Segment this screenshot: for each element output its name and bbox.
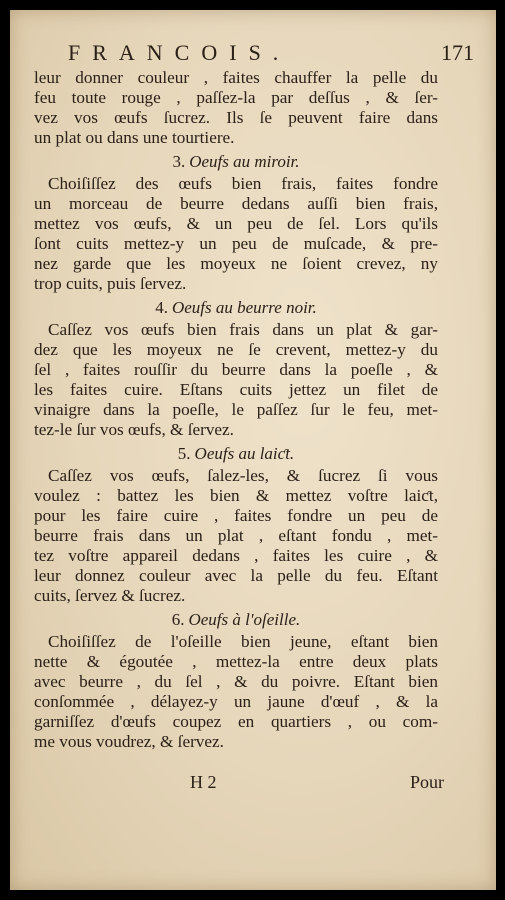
recipe-number: 6. (171, 610, 185, 629)
text-line: me vous voudrez, & ſervez. (34, 732, 224, 751)
text-line: conſommée , délayez-y un jaune d'œuf , & la (34, 692, 438, 711)
text-line: tez-le ſur vos œufs, & ſervez. (34, 420, 234, 439)
text-line: Caſſez vos œufs bien frais dans un plat & gar- (48, 320, 438, 339)
text-line: cuits, ſervez & ſucrez. (34, 586, 186, 605)
text-line: dez que les moyeux ne ſe crevent, mettez-y du (34, 340, 438, 359)
catchword: Pour (409, 772, 444, 792)
page-footer (34, 772, 444, 798)
recipe-title: Oeufs à l'oſeille. (188, 610, 301, 629)
text-line: un plat ou dans une tourtiere. (34, 128, 235, 147)
text-line: tez voſtre appareil dedans , faites les cuire , & (34, 546, 438, 565)
recipe-title: Oeufs au laiƈt. (194, 444, 295, 463)
recipe-title: Oeufs au beurre noir. (171, 298, 317, 317)
body-text (34, 68, 438, 752)
book-page (10, 10, 496, 890)
text-line: vez vos œufs ſucrez. Ils ſe peuvent faire dans (34, 108, 438, 127)
recipe-heading (34, 608, 438, 632)
text-line: pour les faire cuire , faites fondre un peu de (34, 506, 438, 525)
recipe-heading (34, 442, 438, 466)
text-line: trop cuits, puis ſervez. (34, 274, 187, 293)
text-line: garniſſez d'œufs coupez en quartiers , ou com- (34, 712, 438, 731)
recipe-number: 3. (172, 152, 186, 171)
text-line: un morceau de beurre dedans auſſi bien frais, (34, 194, 438, 213)
recipe-number: 4. (155, 298, 168, 317)
text-line: vinaigre dans la poeſle, le paſſez ſur le feu, met- (34, 400, 438, 419)
recipe-heading (34, 150, 438, 174)
text-line: feu toute rouge , paſſez-la par deſſus , & ſer- (34, 88, 438, 107)
signature-mark: H 2 (190, 772, 217, 792)
text-line: voulez : battez les bien & mettez voſtre laiƈt, (34, 486, 438, 505)
text-line: leur donner couleur , faites chauffer la pelle du (34, 68, 438, 87)
text-line: beurre frais dans un plat , eſtant fondu , met- (34, 526, 438, 545)
text-line: nez garde que les moyeux ne ſoient crevez, ny (34, 254, 438, 273)
recipe-title: Oeufs au miroir. (189, 152, 300, 171)
text-line: mettez vos œufs, & un peu de ſel. Lors qu'ils (34, 214, 438, 233)
recipe-number: 5. (177, 444, 191, 463)
text-line: Choiſiſſez de l'oſeille bien jeune, eſtant bien (48, 632, 438, 651)
text-line: avec beurre , du ſel , & du poivre. Eſtant bien (34, 672, 438, 691)
page-number: 171 (441, 40, 474, 65)
text-line: nette & égoutée , mettez-la entre deux plats (34, 652, 438, 671)
text-line: leur donnez couleur avec la pelle du feu. Eſtant (34, 566, 438, 585)
text-line: ſel , faites rouſſir du beurre dans la poeſle , & (34, 360, 438, 379)
text-line: Choiſiſſez des œufs bien frais, faites fondre (48, 174, 438, 193)
running-head: FRANCOIS. (68, 40, 291, 65)
page-header (38, 40, 474, 70)
text-line: Caſſez vos œufs, ſalez-les, & ſucrez ſi vous (48, 466, 438, 485)
recipe-heading (34, 296, 438, 320)
text-line: ſont cuits mettez-y un peu de muſcade, & pre- (34, 234, 438, 253)
text-line: les faites cuire. Eſtans cuits jettez un filet de (34, 380, 438, 399)
